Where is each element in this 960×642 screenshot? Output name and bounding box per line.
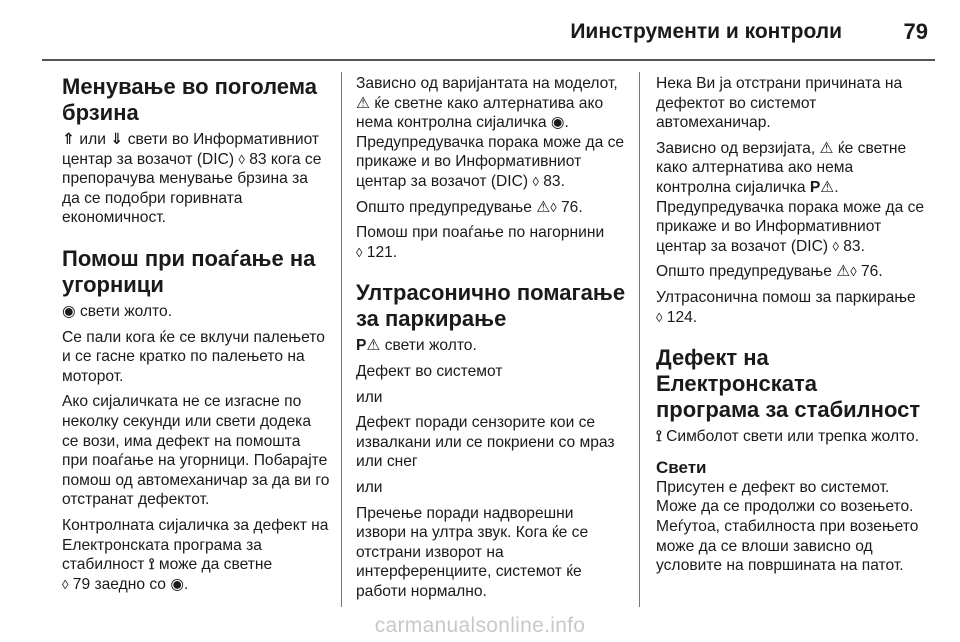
page-reference-icon: ◊ — [238, 151, 245, 167]
heading-parking-assist: Ултрасонично помагање за паркирање — [356, 280, 626, 332]
column-3 — [656, 74, 926, 582]
paragraph: Присутен е дефект во системот. Може да се продолжи со возењето. Меѓутоа, стабилноста при возењето може да се влоши зависно од условите на површината на патот. — [656, 478, 919, 575]
column-divider — [341, 72, 342, 607]
esp-icon: ⟟ — [148, 556, 155, 574]
shift-up-icon: ⇑ — [62, 131, 76, 148]
warning-triangle-icon: ⚠ — [819, 139, 834, 157]
hill-start-assist-icon: ◉ — [62, 302, 76, 320]
column-1 — [62, 74, 330, 600]
page-reference-icon: ◊ — [850, 264, 857, 280]
hill-start-assist-icon: ◉ — [550, 114, 565, 132]
paragraph: ◉ свети жолто. — [62, 302, 173, 320]
paragraph: Зависно од варијантата на моделот, ⚠ ќе светне како алтернатива ако нема контролна сијаличка ◉. Предупредувачка порака може да се прикаже и во Информативниот центар за возачот (DIC) ◊ 83. — [356, 75, 625, 190]
paragraph: Ако сијаличката не се изгасне по неколку секунди или свети додека се вози, има дефект на помошта при поаѓање на угорници. Побарајте помош од автомеханичар за да ви го отстранат дефектот. — [62, 393, 330, 509]
page-header — [0, 0, 960, 62]
paragraph: или — [356, 478, 383, 496]
page-reference-icon: ◊ — [656, 309, 663, 325]
paragraph: Ултрасонична помош за паркирање ◊ 124. — [656, 288, 916, 326]
paragraph: P⚠ свети жолто. — [356, 337, 477, 355]
paragraph: Се пали кога ќе се вклучи палењето и се гасне кратко по палењето на моторот. — [62, 328, 325, 385]
paragraph: Контролната сијаличка за дефект на Електронската програма за стабилност ⟟ може да светне ◊ 79 заедно со ◉. — [62, 516, 329, 593]
page-reference-icon: ◊ — [550, 199, 557, 215]
paragraph: Нека Ви ја отстрани причината на дефектот во системот автомеханичар. — [656, 75, 903, 132]
parking-assist-icon: P⚠ — [356, 337, 381, 355]
paragraph: Општо предупредување ⚠◊ 76. — [356, 198, 583, 216]
column-2 — [356, 74, 626, 607]
page-number: 79 — [903, 19, 928, 44]
heading-upshift: Менување во поголема брзина — [62, 74, 317, 125]
paragraph: Општо предупредување ⚠◊ 76. — [656, 263, 883, 281]
page-reference-icon: ◊ — [356, 244, 363, 260]
running-title: Иинструменти и контроли — [570, 20, 842, 43]
watermark: carmanualsonline.info — [374, 614, 586, 637]
page-reference-icon: ◊ — [532, 173, 539, 189]
heading-esp-fault: Дефект на Електронската програма за стабилност — [656, 345, 921, 423]
shift-down-icon: ⇓ — [110, 131, 124, 148]
column-divider — [639, 72, 640, 607]
paragraph: Дефект во системот — [356, 362, 503, 380]
paragraph: Помош при поаѓање по нагорнини ◊ 121. — [356, 224, 605, 261]
warning-triangle-icon: ⚠ — [836, 263, 851, 281]
page-reference-icon: ◊ — [832, 238, 839, 254]
parking-assist-icon: P⚠ — [809, 178, 835, 196]
paragraph: Пречење поради надворешни извори на ултра звук. Кога ќе се отстрани изворот на интерференциите, системот ќе работи нормално. — [356, 504, 589, 600]
paragraph: или — [356, 388, 383, 406]
warning-triangle-icon: ⚠ — [356, 94, 370, 112]
subheading-lit: Свети — [656, 457, 707, 477]
esp-icon: ⟟ — [656, 428, 662, 446]
heading-hill-start-assist: Помош при поаѓање на угорници — [62, 245, 316, 297]
paragraph: Дефект поради сензорите кои се извалкани или се покриени со мраз или снег — [356, 414, 615, 471]
page-reference-icon: ◊ — [62, 576, 69, 592]
hill-start-assist-icon: ◉ — [170, 575, 184, 593]
paragraph: Зависно од верзијата, ⚠ ќе светне како алтернатива ако нема контролна сијаличка P⚠. Предупредувачка порака може да се прикаже и во Информативниот центар за возачот (DIC) ◊ 83. — [656, 139, 925, 255]
paragraph: ⟟ Симболот свети или трепка жолто. — [656, 428, 920, 446]
paragraph: ⇑ или ⇓ свети во Информативниот центар за возачот (DIC) ◊ 83 кога се препорачува менување брзина за да се подобри горивната економичност. — [62, 131, 322, 227]
warning-triangle-icon: ⚠ — [536, 198, 551, 216]
header-rule — [42, 59, 935, 61]
